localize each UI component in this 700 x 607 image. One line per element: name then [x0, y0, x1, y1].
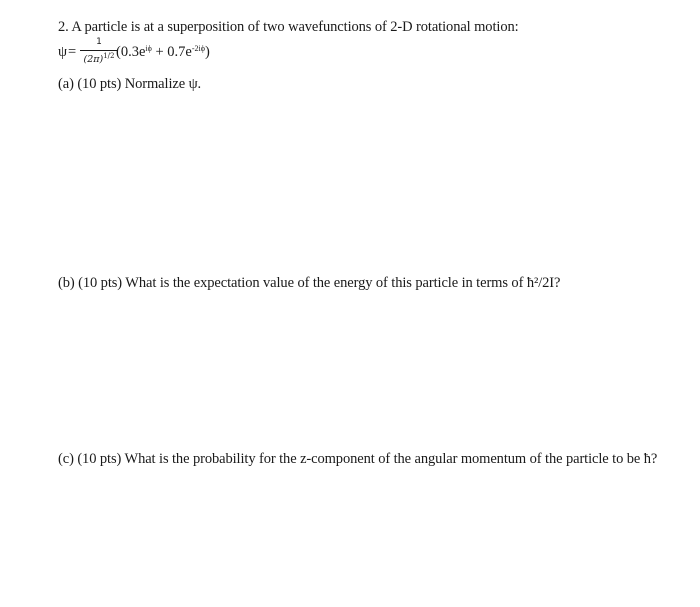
expr-exponent-2: -2iϕ — [191, 44, 205, 53]
problem-statement: 2. A particle is at a superposition of two wavefunctions of 2-D rotational motion: — [58, 19, 519, 35]
part-b-question: (b) (10 pts) What is the expectation value of the energy of this particle in terms of ħ²/2I? — [58, 275, 561, 291]
denominator-exponent: 1/2 — [103, 52, 115, 60]
expr-open: (0.3e — [116, 44, 146, 60]
fraction-denominator — [80, 52, 118, 65]
equation-psi: ψ — [58, 44, 68, 60]
superposition-expression — [116, 44, 210, 61]
expr-middle: + 0.7e — [151, 44, 192, 60]
part-a-question: (a) (10 pts) Normalize ψ. — [58, 76, 202, 92]
fraction-bar — [80, 50, 118, 51]
equation-equals: = — [68, 44, 77, 60]
expr-exponent-1: iϕ — [145, 44, 152, 53]
fraction-numerator: 1 — [96, 37, 102, 47]
expr-close: ) — [204, 44, 210, 60]
part-c-question: (c) (10 pts) What is the probability for the z-component of the angular momentum of the particle to be ħ? — [58, 451, 658, 467]
denominator-base: (2π) — [83, 54, 104, 65]
normalization-fraction — [80, 38, 118, 68]
